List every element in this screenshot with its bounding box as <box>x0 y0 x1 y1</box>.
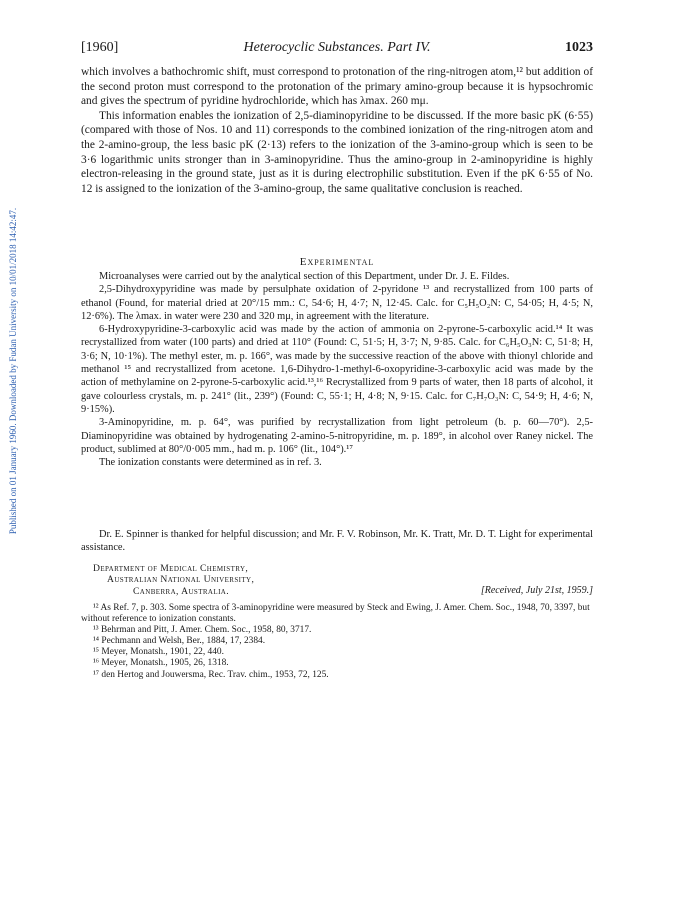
paragraph: Microanalyses were carried out by the analytical section of this Department, under Dr. J. E. Fildes. <box>99 271 510 282</box>
address-line: Canberra, Australia. <box>133 585 230 597</box>
footnote: ¹⁶ Meyer, Monatsh., 1905, 26, 1318. <box>93 658 229 669</box>
footnotes <box>81 603 593 681</box>
address-line: Department of Medical Chemistry, <box>93 563 249 574</box>
header-year: [1960] <box>81 40 119 55</box>
footnote: ¹³ Behrman and Pitt, J. Amer. Chem. Soc., 1958, 80, 3717. <box>93 625 312 636</box>
address-line: Australian National University, <box>107 574 255 586</box>
paragraph: The ionization constants were determined as in ref. 3. <box>99 457 322 469</box>
download-watermark <box>6 170 20 590</box>
download-watermark-text: Published on 01 January 1960. Downloaded by Fudan University on 10/01/2018 14:42:47. <box>8 207 18 535</box>
discussion-text <box>81 65 593 196</box>
header-title: Heterocyclic Substances. Part IV. <box>243 40 431 55</box>
footnote: ¹² As Ref. 7, p. 303. Some spectra of 3-aminopyridine were measured by Steck and Ewing, J. Amer. Chem. Soc., 1948, 70, 3397, but without reference to ionization constants. <box>81 603 590 625</box>
paragraph: 3-Aminopyridine, m. p. 64°, was purified by recrystallization from light petroleum (b. p. 60—70°). 2,5-Diaminopyridine was obtained by hydrogenating 2-amino-5-nitropyridine, m. p. 189°, in alcohol over Raney nickel. The product, sublimed at 80°/0·005 mm., had m. p. 106° (lit., 104°).¹⁷ <box>81 417 593 455</box>
experimental-text <box>81 270 593 469</box>
paragraph: which involves a bathochromic shift, must correspond to protonation of the ring-nitrogen atom,¹² but addition of the second proton must correspond to the protonation of the primary amino-group because it is hypsochromic and gives the spectrum of pyridine hydrochloride, which has λmax. 260 mμ. <box>81 66 593 108</box>
section-heading: Experimental <box>299 256 375 268</box>
paragraph: This information enables the ionization of 2,5-diaminopyridine to be discussed. If the more basic pK (6·55) (compared with those of Nos. 10 and 11) corresponds to the combined ionization of the ring-nitrogen atom and the 2-amino-group, the less basic pK (2·13) refers to the ionization of the 3-amino-group which is seen to be 3·6 logarithmic units stronger than in 3-aminopyridine. Thus the amino-group in 2-aminopyridine is highly electron-releasing in the ground state, just as it is during electrophilic substitution. Even if the pK 6·55 of No. 12 is assigned to the ionization of the 3-amino-group, the same qualitative conclusion is reached. <box>81 109 593 195</box>
paragraph: 6-Hydroxypyridine-3-carboxylic acid was made by the action of ammonia on 2-pyrone-5-carboxylic acid.¹⁴ It was recrystallized from water (100 parts) and dried at 110° (Found: C, 51·5; H, 3·7; N, 9·85. Calc. for C₆H₅O₃N: C, 51·8; H, 3·6; N, 10·1%). The methyl ester, m. p. 166°, was made by the successive reaction of the above with thionyl chloride and methanol ¹⁵ and recrystallized from acetone. 1,6-Dihydro-1-methyl-6-oxopyridine-3-carboxylic acid was made by the action of methylamine on 2-pyrone-5-carboxylic acid.¹³,¹⁶ Recrystallized from 9 parts of water, then 18 parts of alcohol, it gave colourless crystals, m. p. 241° (lit., 239°) (Found: C, 55·1; H, 4·8; N, 9·15. Calc. for C₇H₇O₃N: C, 54·9; H, 4·6; N, 9·15%). <box>81 324 593 415</box>
acknowledgements <box>81 528 593 555</box>
footnote: ¹⁵ Meyer, Monatsh., 1901, 22, 440. <box>93 647 224 658</box>
footnote: ¹⁷ den Hertog and Jouwersma, Rec. Trav. chim., 1953, 72, 125. <box>93 669 329 680</box>
running-header <box>81 40 593 58</box>
footnote: ¹⁴ Pechmann and Welsh, Ber., 1884, 17, 2384. <box>93 636 266 647</box>
page-number: 1023 <box>565 40 593 55</box>
acknowledgement-text: Dr. E. Spinner is thanked for helpful discussion; and Mr. F. V. Robinson, Mr. K. Tratt, Mr. D. T. Light for experimental assistance. <box>81 529 593 554</box>
received-date: [Received, July 21st, 1959.] <box>480 585 593 596</box>
paragraph: 2,5-Dihydroxypyridine was made by persulphate oxidation of 2-pyridone ¹³ and recrystallized from 100 parts of ethanol (Found, for material dried at 20°/15 mm.: C, 54·6; H, 4·7; N, 12·45. Calc. for C₅H₅O₂N: C, 54·05; H, 4·5; N, 12·6%). The λmax. in water were 230 and 320 mμ, in agreement with the literature. <box>81 284 593 322</box>
